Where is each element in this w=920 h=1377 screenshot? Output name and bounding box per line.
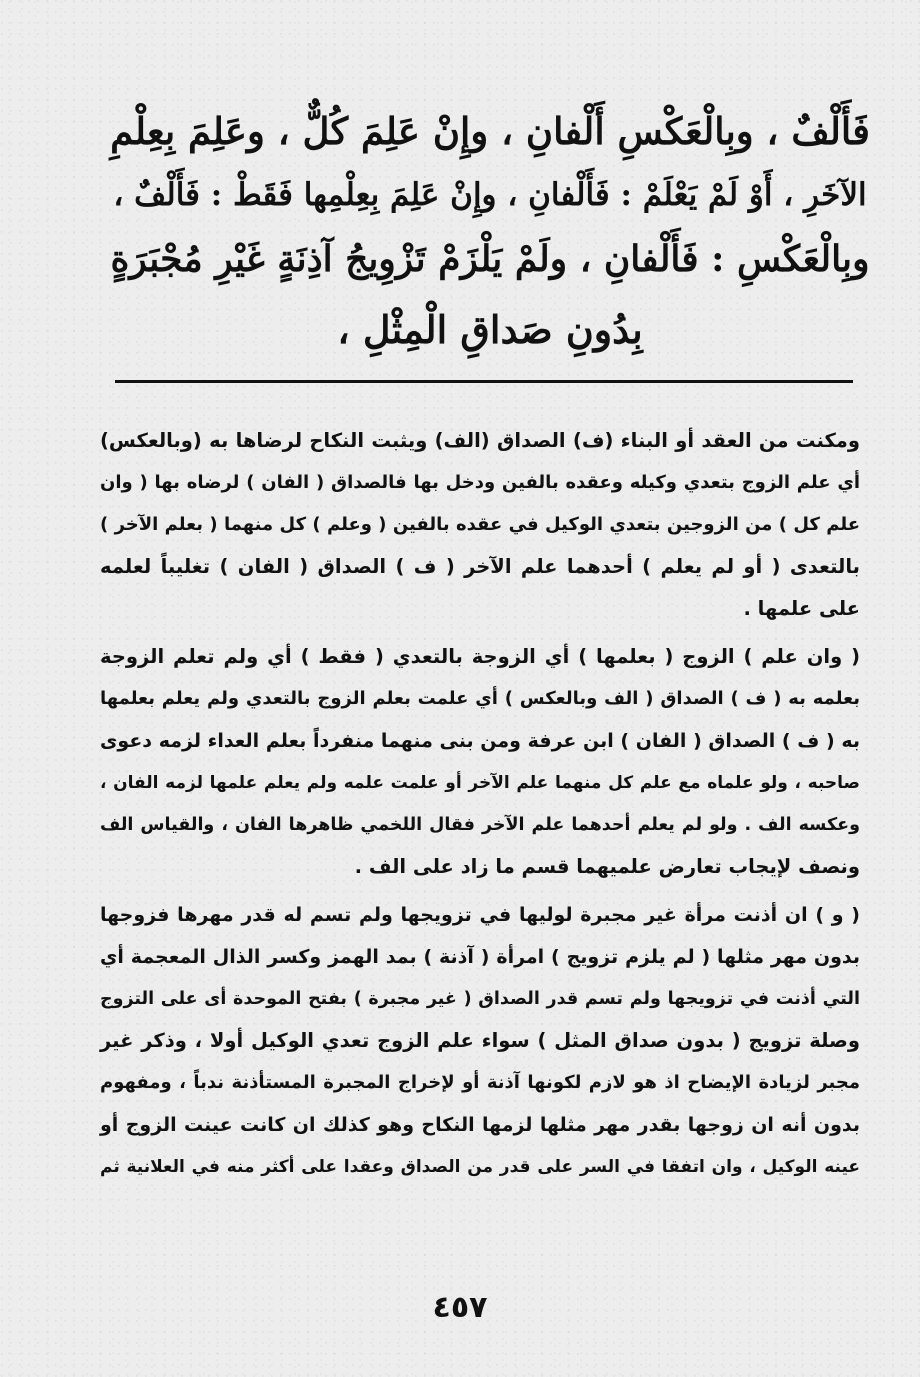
commentary-line: صاحبه ، ولو علماه مع علم كل منهما علم الآخر أو علمت علمه ولم يعلم علمها لزمه الفان ، <box>100 773 860 793</box>
commentary-line: التي أذنت في تزويجها ولم تسم قدر الصداق ( غير مجبرة ) بفتح الموحدة أى على التزوج <box>100 989 860 1009</box>
commentary-line: على علمها . <box>743 597 860 620</box>
matn-line: وبِالْعَكْسِ : فَأَلْفانِ ، ولَمْ يَلْزَمْ تَزْوِيجُ آذِنَةٍ غَيْرِ مُجْبَرَةٍ <box>110 238 870 281</box>
commentary-line: بالتعدى ( أو لم يعلم ) أحدهما علم الآخر ( ف ) الصداق ( الفان ) تغليباً لعلمه <box>100 555 860 578</box>
commentary-line: أي علم الزوج بتعدي وكيله وعقده بالفين ودخل بها فالصداق ( الفان ) لرضاه بها ( وان <box>100 472 860 493</box>
commentary-paragraph <box>100 420 860 630</box>
commentary-line: ( وان علم ) الزوج ( بعلمها ) أي الزوجة بالتعدي ( فقط ) أي ولم تعلم الزوجة <box>100 645 860 668</box>
commentary-line: بدون مهر مثلها ( لم يلزم تزويج ) امرأة ( آذنة ) بمد الهمز وكسر الذال المعجمة أي <box>100 946 860 968</box>
commentary-line: ( و ) ان أذنت مرأة غير مجبرة لوليها في تزويجها ولم تسم له قدر مهرها فزوجها <box>100 904 860 926</box>
commentary-line: ومكنت من العقد أو البناء (ف) الصداق (الف) ويثبت النكاح لرضاها به (وبالعكس) <box>100 429 860 452</box>
commentary-line: عينه الوكيل ، وان اتفقا في السر على قدر من الصداق وعقدا على أكثر منه في العلانية ثم <box>100 1157 860 1177</box>
commentary-line: بعلمه به ( ف ) الصداق ( الف وبالعكس ) أي علمت بعلم الزوج بالتعدي ولم يعلم بعلمها <box>100 688 860 709</box>
commentary-line: وعكسه الف . ولو لم يعلم أحدهما علم الآخر فقال اللخمي ظاهرها الفان ، والقياس الف <box>100 815 860 835</box>
page-number: ٤٥٧ <box>432 1290 488 1325</box>
matn-line: الآخَرِ ، أَوْ لَمْ يَعْلَمْ : فَأَلْفانِ ، وإِنْ عَلِمَ بِعِلْمِها فَقَطْ : فَأَلْفٌ ، <box>113 177 867 214</box>
commentary-paragraph <box>100 894 860 1188</box>
matn-text <box>110 96 870 366</box>
matn-line: فَأَلْفٌ ، وبِالْعَكْسِ أَلْفانِ ، وإِنْ عَلِمَ كُلٌّ ، وعَلِمَ بِعِلْمِ <box>110 109 870 153</box>
commentary-line: وصلة تزويج ( بدون صداق المثل ) سواء علم الزوج تعدي الوكيل أولا ، وذكر غير <box>100 1029 860 1052</box>
commentary-line: علم كل ) من الزوجين بتعدي الوكيل في عقده بالفين ( وعلم ) كل منهما ( بعلم الآخر ) <box>100 514 860 535</box>
commentary-line: بدون أنه ان زوجها بقدر مهر مثلها لزمها النكاح وهو كذلك ان كانت عينت الزوج أو <box>100 1114 860 1136</box>
section-divider <box>115 380 853 383</box>
commentary-line: ونصف لإيجاب تعارض علميهما قسم ما زاد على الف . <box>354 855 860 878</box>
commentary-line: به ( ف ) الصداق ( الفان ) ابن عرفة ومن بنى منهما منفرداً بعلم العداء لزمه دعوى <box>100 730 860 752</box>
matn-line: بِدُونِ صَداقِ الْمِثْلِ ، <box>337 306 643 352</box>
commentary-line: مجبر لزيادة الإيضاح اذ هو لازم لكونها آذنة أو لإخراج المجبرة المستأذنة ندباً ، ومفهوم <box>100 1072 860 1093</box>
commentary-text <box>100 420 860 1194</box>
commentary-paragraph <box>100 636 860 888</box>
